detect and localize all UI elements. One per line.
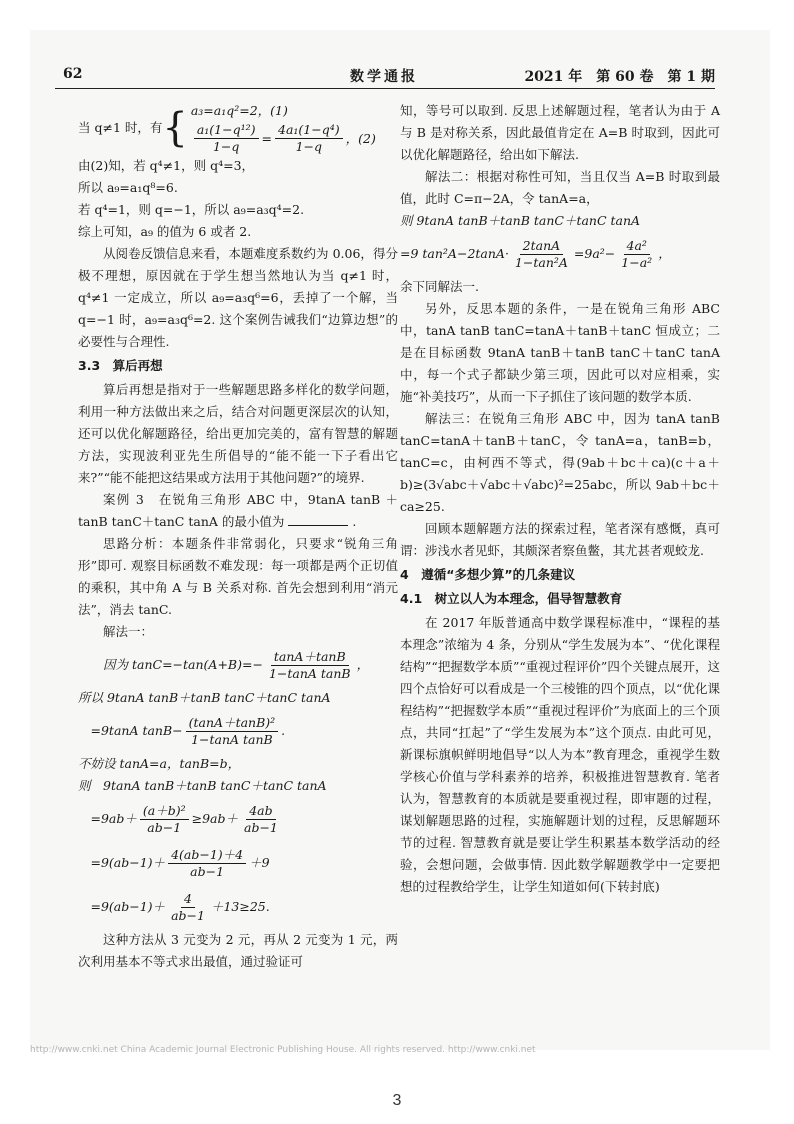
frac-numerator: 4(ab−1)＋4 [168,847,246,864]
line-q4-3: 由(2)知，若 q⁴≠1，则 q⁴=3， [78,158,255,173]
frac-denominator: ab−1 [244,819,278,835]
line-q-minus1: 若 q⁴=1，则 q=−1，所以 a₉=a₃q⁴=2. [78,202,305,217]
case-3-statement [78,489,398,533]
system-lead-text: 当 q≠1 时，有 [78,119,163,135]
solution-1-label: 解法一： [103,624,154,639]
case-3-end: . [352,514,357,529]
solution-2-text: 解法二：根据对称性可知，当且仅当 A=B 时取到最值，此时 C=π−2A，令 tanA=a， [400,169,720,206]
frac-numerator: tanA＋tanB [271,649,349,666]
paragraph-feedback: 从阅卷反馈信息来看，本题难度系数约为 0.06，得分极不理想，原因就在于学生想当然地认为当 q≠1 时，q⁴≠1 一定成立，所以 a₉=a₃q⁶=6，丢掉了一个解，当 q=−1 时，a₉=a₃q⁶=2. 这个案例告诫我们“边算边想”的必要性与合理性. [78,246,398,349]
eq-lead: =9 tan²A−2tanA· [400,246,509,261]
eq-tag: ，(2) [345,130,376,146]
header-journal-title: 数学通报 [350,69,418,85]
system-eq1: a₃=a₁q²=2，(1) [190,103,288,118]
solution-3-text: 解法三：在锐角三角形 ABC 中，因为 tanA tanB tanC=tanA＋tanB＋tanC，令 tanA=a，tanB=b，tanC=c，由柯西不等式，得(9ab＋bc＋ca)(c＋a＋b)≥(3√abc＋√abc＋√abc)²=25abc，所以 9ab＋bc＋ca≥25. [400,411,720,514]
eq-tail: ， [658,246,671,261]
eq-then-sum: 则 9tanA tanB＋tanB tanC＋tanC tanA [78,778,327,793]
eq-inequality-3 [78,885,398,929]
frac-denominator: 1−a² [621,254,653,270]
pdf-page-number: 3 [392,1092,402,1109]
frac-denominator: 1−q [295,139,323,154]
eq-tail: ＋13≥25. [210,899,270,914]
equals-sign: = [261,130,272,146]
answer-blank [288,513,348,526]
equation-system [78,100,398,155]
frac-numerator: (a＋b)² [140,803,189,820]
case-3-text: 案例 3 在锐角三角形 ABC 中，9tanA tanB ＋tanB tanC＋tanC tanA 的最小值为 [78,492,398,529]
system-eq2 [191,122,376,155]
frac-denominator: 1−tanA tanB [268,665,351,681]
source-footer-line: http://www.cnki.net China Academic Journal Electronic Publishing House. All rights reserved. http://www.cnki.net [30,1045,536,1055]
frac-numerator: 4a² [624,238,650,255]
eq-tanC [78,643,398,687]
eq-mid: =9a²− [573,246,616,261]
eq-lead: =9(ab−1)＋ [90,855,166,870]
frac-denominator: 1−q [212,139,240,154]
eq-let-ab: 不妨设 tanA=a，tanB=b， [78,756,241,771]
frac-numerator: (tanA＋tanB)² [186,715,279,732]
frac-denominator: ab−1 [190,863,225,879]
line-rest-same: 余下同解法一. [400,279,479,294]
right-column [400,100,720,898]
section-heading-4: 4 遵循“多想少算”的几条建议 [400,567,576,582]
eq-lead: =9ab＋ [90,811,137,826]
frac-numerator: 4 [181,891,195,908]
left-column [78,100,398,973]
frac-denominator: ab−1 [147,819,182,835]
frac-numerator: 4ab [246,803,275,820]
eq-tail: ， [356,657,370,672]
left-brace-glyph: { [162,104,188,151]
paragraph-reflection: 知，等号可以取到. 反思上述解题过程，笔者认为由于 A 与 B 是对称关系，因此最值肯定在 A=B 时取到，因此可以优化解题路径，给出如下解法. [400,103,720,162]
paragraph-review: 回顾本题解题方法的探索过程，笔者深有感慨，真可谓：涉浅水者见虾，其颇深者察鱼鳖，其尤甚者观蛟龙. [400,521,720,558]
line-a9-6: 所以 a₉=a₁q⁸=6. [78,180,178,195]
eq-lead: =9tanA tanB− [90,723,183,738]
paragraph-analysis: 思路分析：本题条件非常弱化，只要求“锐角三角形”即可. 观察目标函数不难发现：每一项都是两个正切值的乘积，其中角 A 与 B 关系对称. 首先会想到利用“消元法”，消去 tanC. [78,536,398,617]
running-header [55,58,715,89]
paragraph-curriculum: 在 2017 年版普通高中数学课程标准中，“课程的基本理念”浓缩为 4 条，分别从“学生发展为本”、“优化课程结构”“把握数学本质”“重视过程评价”四个关键点展开，这四个点恰好可以看成是一个三棱锥的四个顶点，以“优化课程结构”“把握数学本质”“重视过程评价”为底面上的三个顶点，共同“扛起”了“学生发展为本”这个顶点. 由此可见，新课标旗帜鲜明地倡导“以人为本”教育理念，重视学生数学核心价值与学科素养的培养，积极推进智慧教育. 笔者认为，智慧教育的本质就是要重视过程，即审题的过程，谋划解题思路的过程，实施解题计划的过程，反思解题环节的过程. 智慧教育就是要让学生积累基本数学活动的经验，会想问题，会做事情. 因此数学解题教学中一定要把想的过程教给学生，让学生知道如何(下转封底) [400,615,720,894]
paragraph-another-reflection: 另外，反思本题的条件，一是在锐角三角形 ABC 中，tanA tanB tanC=tanA＋tanB＋tanC 恒成立；二是在目标函数 9tanA tanB＋tanB tanC＋tanC tanA 中，每一个式子都缺少第三项，因此可以对应相乘，实施“补美技巧”，从而一下子抓住了该问题的数学本质. [400,301,720,404]
frac-denominator: 1−tanA tanB [191,731,273,747]
frac-denominator: 1−tan²A [514,254,568,270]
frac-numerator: 4a₁(1−q⁴) [275,122,343,139]
section-heading-3-3: 3.3 算后再想 [78,358,163,373]
eq-tail: ＋9 [249,855,270,870]
paragraph-method-summary: 这种方法从 3 元变为 2 元，再从 2 元变为 1 元，两次利用基本不等式求出最值，通过验证可 [78,932,398,969]
header-page-number: 62 [63,66,83,82]
header-volume-issue: 2021 年 第 60 卷 第 1 期 [524,69,715,85]
section-heading-4-1: 4.1 树立以人为本理念，倡导智慧教育 [400,591,623,606]
eq-solution-2-expand [400,232,720,276]
frac-numerator: 2tanA [520,238,564,255]
eq-mid: ≥9ab＋ [191,811,238,826]
eq-inequality-2 [78,841,398,885]
frac-numerator: a₁(1−q¹²) [194,122,259,139]
eq-lead: 因为 tanC=−tan(A+B)=− [103,657,263,672]
system-brace [162,100,375,155]
eq-tail: . [281,723,286,738]
line-conclusion: 综上可知，a₉ 的值为 6 或者 2. [78,224,252,239]
frac-denominator: ab−1 [171,907,205,923]
eq-inequality-1 [78,797,398,841]
paragraph-think-after: 算后再想是指对于一些解题思路多样化的数学问题，利用一种方法做出来之后，结合对问题更深层次的认知，还可以优化解题路径，给出更加完美的，富有智慧的解题方法，实现波利亚先生所倡导的“能不能一下子看出它来?”“能不能把这结果或方法用于其他问题?”的境界. [78,382,398,485]
eq-solution-2-sum: 则 9tanA tanB＋tanB tanC＋tanC tanA [400,213,641,228]
eq-lead: =9(ab−1)＋ [90,899,166,914]
eq-target-sum: 所以 9tanA tanB＋tanB tanC＋tanC tanA [78,690,331,705]
eq-substituted [78,709,398,753]
